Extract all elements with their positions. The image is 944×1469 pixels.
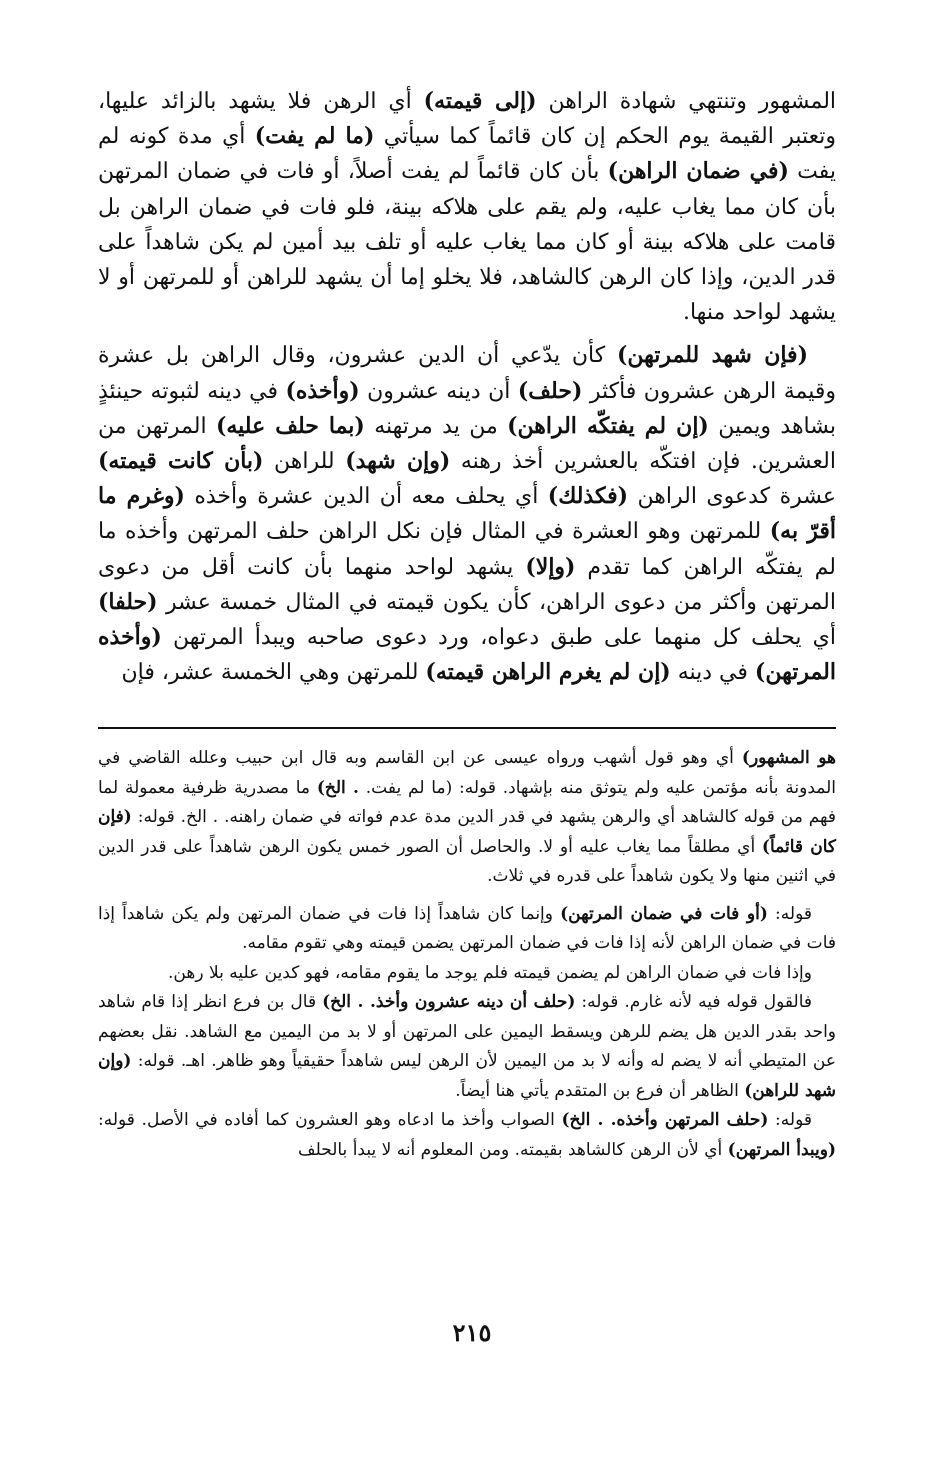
bold-term: (فإن شهد للمرتهن) xyxy=(616,342,808,369)
text-run: أن دينه عشرون xyxy=(359,378,518,404)
text-run: أي يحلف معه أن الدين عشرة وأخذه xyxy=(184,484,548,510)
page-number: ٢١٥ xyxy=(452,1318,492,1347)
text-run: قال بن فرع انظر إذا قام شاهد واحد بقدر الدين هل يضم للرهن ويسقط اليمين على المرتهن أو لا بد من اليمين مع الشاهد. نقل بعضهم عن المتيطي أنه لا يضم له وأنه لا بد من اليمين لأن الرهن ليس شاهداً حقيقياً وهو ظاهر. اهـ. قوله: xyxy=(98,992,836,1071)
text-run: الصواب وأخذ ما ادعاه وهو العشرون كما أفاده في الأصل. قوله: xyxy=(98,1110,562,1130)
footnote-separator xyxy=(98,727,836,729)
footnote-line xyxy=(98,959,836,989)
footnotes xyxy=(98,744,836,1173)
bold-term: (وإلا) xyxy=(525,553,576,580)
main-text xyxy=(98,84,836,698)
bold-term: (فإن كان قائماً) xyxy=(98,807,836,857)
text-run: ما مصدرية ظرفية معمولة لما فهم من قوله كالشاهد أي والرهن يشهد في قدر الدين مدة عدم فواته في ضمان راهنه. . الخ. قوله: xyxy=(98,777,836,827)
bold-term: (وأخذه المرتهن) xyxy=(98,624,836,686)
text-run: في دينه xyxy=(670,660,755,686)
bold-term: (في ضمان الراهن) xyxy=(607,158,789,185)
bold-term: (حلفا) xyxy=(98,588,158,615)
text-run: المشهور وتنتهي شهادة الراهن xyxy=(536,89,837,114)
text-run: قوله: xyxy=(767,903,812,924)
text-run: كأن يدّعي أن الدين عشرون، وقال الراهن بل عشرة وقيمة الرهن عشرون فأكثر xyxy=(98,343,836,404)
text-run: المرتهن من العشرين. فإن افتكّه بالعشرين أخذ رهنه xyxy=(98,413,836,475)
bold-term: (إن لم يفتكّه الراهن) xyxy=(507,412,709,439)
footnote-line xyxy=(98,900,836,959)
bold-term: (حلف المرتهن وأخذه. . الخ) xyxy=(561,1110,769,1130)
bold-term: (بأن كانت قيمته) xyxy=(98,448,264,475)
main-paragraph-1 xyxy=(98,84,836,330)
text-run: أي يحلف كل منهما على طبق دعواه، ورد دعوى صاحبه ويبدأ المرتهن xyxy=(161,625,836,651)
text-run: أي لأن الرهن كالشاهد بقيمته. ومن المعلوم أنه لا يبدأ بالحلف xyxy=(298,1139,728,1160)
text-run: وإنما كان شاهداً إذا فات في ضمان المرتهن ولم يكن شاهداً إذا فات في ضمان الراهن لأنه إذا فات في ضمان المرتهن يضمن قيمته وهي تقوم مقامه. xyxy=(98,903,836,953)
text-run: الظاهر أن فرع بن المتقدم يأتي هنا أيضاً. xyxy=(455,1080,745,1101)
footnote-paragraph-2 xyxy=(98,900,836,1166)
text-run: للمرتهن وهو العشرة في المثال فإن نكل الراهن حلف المرتهن وأخذه ما لم يفتكّه الراهن كما تقدم xyxy=(98,519,836,580)
text-run: عشرة كدعوى الراهن xyxy=(628,484,836,510)
text-run: أي وهو قول أشهب ورواه عيسى عن ابن القاسم وبه قال ابن حبيب وعلله القاضي في المدونة بأنه مؤتمن عليه ولم يتوثق منه بإشهاد. قوله: (ما لم يفت. xyxy=(98,748,836,798)
text-run: أي الرهن فلا يشهد بالزائد عليها، وتعتبر القيمة يوم الحكم إن كان قائماً كما سيأتي xyxy=(98,89,837,150)
text-run: قوله: xyxy=(768,1110,812,1130)
text-run: أي مدة كونه لم يفت xyxy=(98,124,837,185)
bold-term: (إلى قيمته) xyxy=(423,88,537,114)
text-run: وإذا فات في ضمان الراهن لم يضمن قيمته فلم يوجد ما يقوم مقامه، فهو كدين عليه بلا رهن. xyxy=(168,962,812,983)
text-run: في دينه لثبوته حينئذٍ بشاهد ويمين xyxy=(98,378,837,439)
bold-term: (فكذلك) xyxy=(547,483,629,510)
bold-term: (وغرم ما أقرّ به) xyxy=(98,483,836,545)
bold-term: (أو فات في ضمان المرتهن) xyxy=(560,903,768,924)
bold-term: (وأخذه) xyxy=(285,377,360,404)
bold-term: (ويبدأ المرتهن) xyxy=(727,1139,836,1160)
bold-term: هو المشهور) xyxy=(741,748,836,768)
text-run: بأن كان قائماً لم يفت أصلاً، أو فات في ضمان المرتهن بأن كان مما يغاب عليه، ولم يقم على هلاكه بينة، فلو فات في ضمان الراهن بل قامت على هلاكه بينة أو كان مما يغاب عليه أو تلف بيد أمين لم يكن شاهداً على قدر الدين، وإذا كان الرهن كالشاهد، فلا يخلو إما أن يشهد للراهن أو للمرتهن أو لا يشهد لواحد منها. xyxy=(98,159,836,326)
main-paragraph-2 xyxy=(98,338,836,690)
text-run: من يد مرتهنه xyxy=(364,413,508,439)
footnote-paragraph-1 xyxy=(98,744,836,892)
footnote-line xyxy=(98,1106,836,1165)
bold-term: (وإن شهد) xyxy=(345,448,451,475)
bold-term: (بما حلف عليه) xyxy=(215,412,365,439)
text-run: للمرتهن وهي الخمسة عشر، فإن xyxy=(121,660,426,686)
text-run: للراهن xyxy=(263,449,346,475)
bold-term: (إن لم يغرم الراهن قيمته) xyxy=(425,659,671,686)
text-run: فالقول قوله فيه لأنه غارم. قوله: xyxy=(575,992,812,1012)
bold-term: . الخ) xyxy=(316,777,359,798)
bold-term: (حلف أن دينه عشرون وأخذ. . الخ) xyxy=(322,992,576,1012)
text-run: يشهد لواحد منهما بأن كانت أقل من دعوى المرتهن وأكثر من دعوى الراهن، كأن يكون قيمته في المثال خمسة عشر xyxy=(98,554,836,615)
bold-term: (حلف) xyxy=(517,377,583,404)
footnote-line xyxy=(98,988,836,1106)
bold-term: (وإن شهد للراهن) xyxy=(98,1051,836,1101)
text-run: أي مطلقاً مما يغاب عليه أو لا. والحاصل أن الصور خمس يكون الرهن شاهداً على قدر الدين في اثنين منها ولا يكون شاهداً على قدره في ثلاث. xyxy=(98,836,836,886)
bold-term: (ما لم يفت) xyxy=(254,123,375,150)
